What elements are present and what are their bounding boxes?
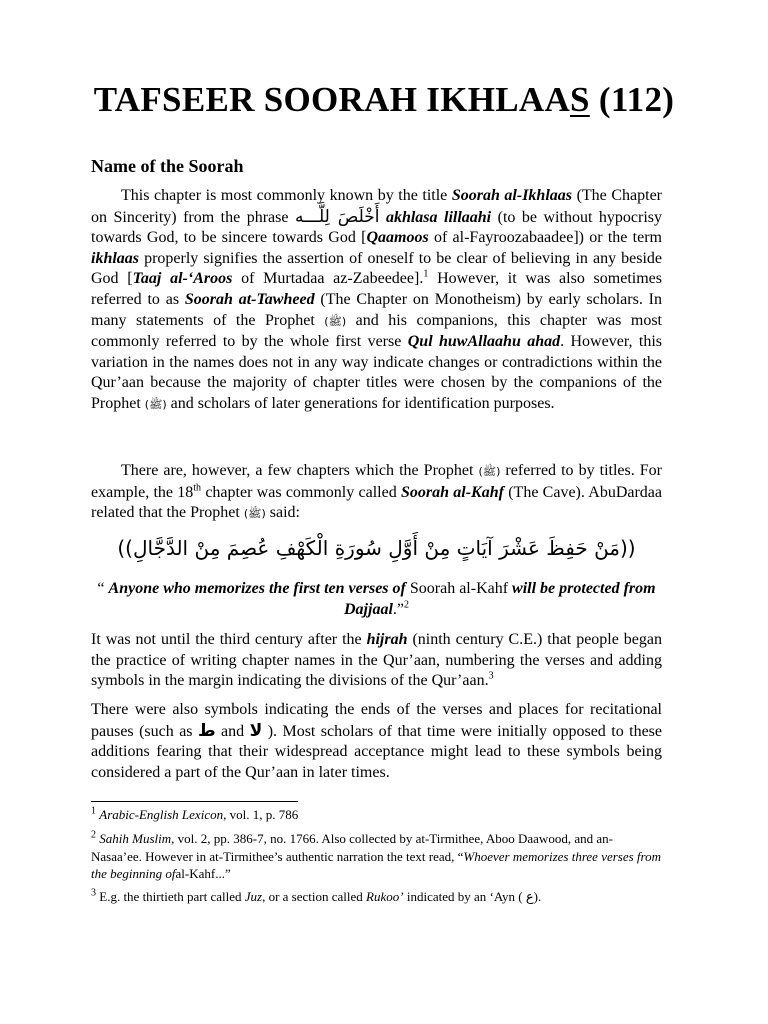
footnote-3: $^3$ E.g. the thirtieth part called Juz, or a section called Rukoo’ indicated by an ‘Ayn ( ع). (91, 887, 542, 905)
footnote-divider (91, 801, 298, 802)
arabic-symbol-taa: ط (197, 720, 216, 741)
salla-symbol: (ﷺ) (324, 314, 347, 328)
salla-symbol: (ﷺ) (478, 465, 501, 478)
footnote-1: $^1$ Arabic-English Lexicon, vol. 1, p. 786 (91, 805, 299, 822)
title-underlined-letter: S (570, 80, 590, 119)
footnote-ref-2[interactable]: 2 (404, 599, 409, 611)
footnote-2: $^2$ Sahih Muslim, vol. 2, pp. 386-7, no. 1766. Also collected by at-Tirmithee, Aboo Daawood, and an-Nasaa’ee. However in at-Tirmithee’s authentic narration the text read, “Whoever memorizes three verses from the beginning ofal-Kahf...” (91, 829, 662, 881)
paragraph-2: There are, however, a few chapters which the Prophet (ﷺ) referred to by titles. For example, the 18th chapter was commonly called Soorah al-Kahf (The Cave). AbuDardaa related that the Prophet (ﷺ) said: (91, 462, 663, 522)
title-number: (112) (589, 80, 675, 119)
document-title (0, 80, 768, 120)
arabic-phrase: أَخْلَصَ لِلَّـــه (294, 206, 380, 227)
paragraph-1: This chapter is most commonly known by the title Soorah al-Ikhlaas (The Chapter on Sincerity) from the phrase أَخْلَصَ لِلَّـــه akhlasa lillaahi (to be without hypocrisy towards God, to be sincere towards God [Qaamoos of al-Fayroozabaadee]) or the term ikhlaas properly signifies the assertion of oneself to be clear of believing in any beside God [Taaj al-‘Aroos of Murtadaa az-Zabeedee].$^1$ However, it was also sometimes referred to as Soorah at-Tawheed (The Chapter on Monotheism) by early scholars. In many statements of the Prophet (ﷺ) and his companions, this chapter was most commonly referred to by the whole first verse Qul huwAllaahu ahad. However, this variation in the names does not in any way indicate changes or contradictions within the Qur’aan because the majority of chapter titles were chosen by the companions of the Prophet (ﷺ) and scholars of later generations for identification purposes. (91, 187, 663, 412)
arabic-symbol-laa: لا (249, 720, 263, 741)
arabic-hadith-text: ((مَنْ حَفِظَ عَشْرَ آيَاتٍ مِنْ أَوَّلِ سُورَةِ الْكَهْفِ عُصِمَ مِنْ الدَّجَّالِ)) (117, 536, 636, 560)
footnote-ref-1[interactable]: 1 (423, 269, 429, 281)
salla-symbol: (ﷺ) (144, 397, 167, 411)
footnote-ref-3[interactable]: 3 (488, 670, 494, 682)
salla-symbol: (ﷺ) (243, 507, 266, 521)
paragraph-3: It was not until the third century after the hijrah (ninth century C.E.) that people began the practice of writing chapter names in the Qur’aan, numbering the verses and adding symbols in the margin indicating the divisions of the Qur’aan.$^3$ (91, 631, 663, 690)
section-heading: Name of the Soorah (91, 156, 244, 176)
title-text: TAFSEER SOORAH IKHLAA (93, 80, 571, 119)
paragraph-4: There were also symbols indicating the ends of the verses and places for recitational pauses (such as ط and لا ). Most scholars of that time were initially opposed to these additions fearing that their widespread acceptance might lead to these symbols being considered a part of the Qur’aan in later times. (91, 701, 662, 781)
hadith-translation: “ Anyone who memorizes the first ten verses of Soorah al-Kahf will be protected from Dajjaal.”$^2$ (97, 580, 656, 618)
